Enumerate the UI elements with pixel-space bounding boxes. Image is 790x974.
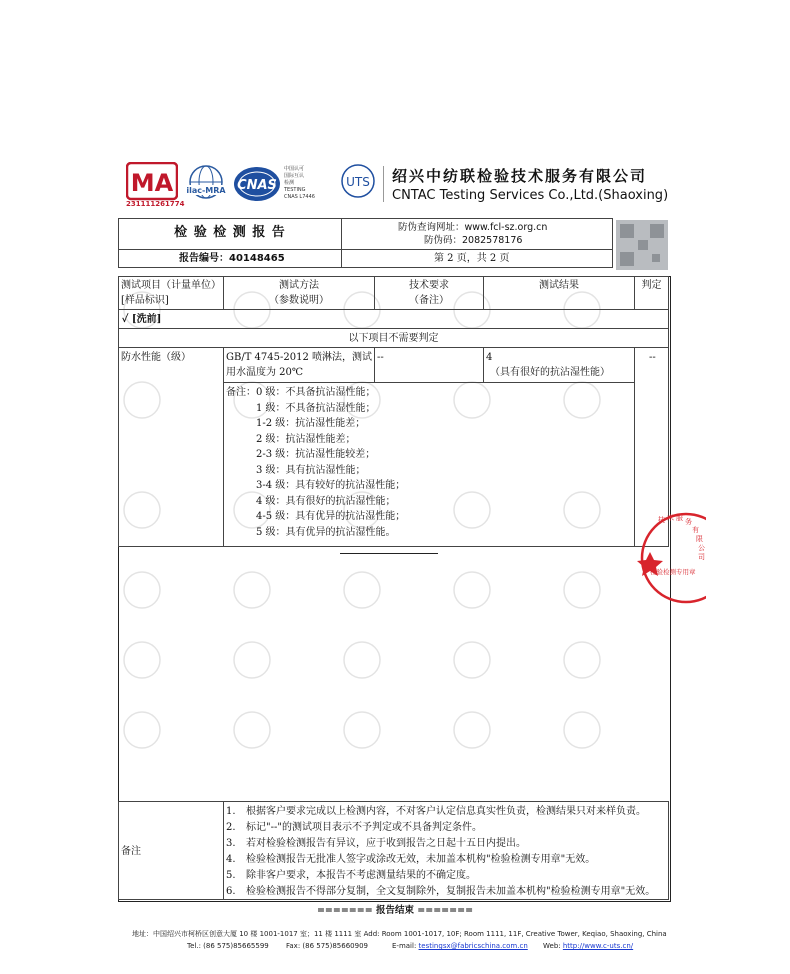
svg-text:术: 术	[667, 514, 674, 522]
cnas-accreditation-note: 中国认可 国际互认 检测 TESTING CNAS L7446	[284, 166, 315, 200]
svg-text:UTS: UTS	[346, 175, 370, 189]
remark-text: 根据客户要求完成以上检测内容，不对客户认定信息真实性负责，检测结果只对来样负责。	[246, 806, 646, 817]
list-item: 4 级：具有很好的抗沾湿性能；	[256, 495, 396, 507]
remarks-label: 备注	[121, 846, 141, 857]
remark-number: 6.	[226, 886, 236, 897]
qr-code	[616, 220, 668, 270]
header-remark-label: （备注）	[409, 295, 449, 306]
official-seal	[636, 512, 706, 604]
remark-text: 若对检验检测报告有异议，应于收到报告之日起十五日内提出。	[246, 838, 526, 849]
list-item: 1 级：不具备抗沾湿性能；	[256, 402, 376, 414]
list-item: 1-2 级：抗沾湿性能差；	[256, 418, 366, 429]
test-judgement: --	[649, 352, 656, 363]
email-link[interactable]: testingsx@fabricschina.com.cn	[418, 942, 528, 950]
svg-text:ilac-MRA: ilac-MRA	[186, 186, 226, 195]
company-name-en: CNTAC Testing Services Co.,Ltd.(Shaoxing)	[392, 188, 669, 203]
header-divider	[383, 166, 384, 202]
grade-notes-cell	[223, 382, 635, 547]
footer-email	[392, 942, 528, 950]
svg-text:限: 限	[696, 535, 703, 543]
report-number: 报告编号：40148465	[179, 253, 285, 264]
list-item: 5 级：具有优异的抗沾湿性能。	[256, 526, 396, 538]
svg-text:有: 有	[692, 526, 699, 534]
uts-logo	[340, 163, 376, 203]
footer-web	[543, 942, 633, 950]
header-method-label: 测试方法	[279, 280, 319, 291]
report-title-cell	[118, 218, 342, 250]
web-link[interactable]: http://www.c-uts.cn/	[562, 942, 634, 950]
report-title: 检 验 检 测 报 告	[174, 225, 286, 240]
header-result-label: 测试结果	[539, 280, 579, 291]
ilac-mra-logo	[185, 164, 227, 204]
svg-text:检验检测专用章: 检验检测专用章	[650, 568, 696, 576]
remarks-content-cell	[223, 801, 669, 900]
header-method-cell	[223, 276, 375, 310]
table-row-requirement	[374, 347, 484, 383]
no-judge-note: 以下项目不需要判定	[348, 333, 439, 344]
svg-text:务: 务	[685, 518, 692, 526]
footer-email-label: E-mail:	[392, 942, 417, 950]
footer-tel: Tel.: (86 575)85665599	[187, 942, 269, 950]
header-judge-label: 判定	[641, 280, 662, 291]
remarks-label-cell	[118, 801, 224, 900]
list-item: 3-4 级：具有较好的抗沾湿性能；	[256, 480, 406, 491]
svg-text:MA: MA	[130, 169, 174, 197]
table-row-result	[483, 347, 635, 383]
report-number-cell	[118, 249, 342, 268]
list-item: 2-3 级：抗沾湿性能较差；	[256, 449, 376, 460]
content-end-line	[340, 553, 438, 554]
verify-code: 防伪码：2082578176	[424, 235, 523, 246]
header-method-param-label: （参数说明）	[269, 295, 329, 306]
table-row-method	[223, 347, 375, 383]
svg-text:技: 技	[658, 516, 665, 524]
remark-number: 4.	[226, 854, 236, 865]
svg-text:CNAS: CNAS	[237, 178, 277, 193]
test-result-desc: （具有很好的抗沾湿性能）	[490, 367, 610, 378]
verify-cell	[341, 218, 613, 250]
svg-text:公: 公	[698, 544, 705, 552]
header-sample-id-label: [样品标识]	[121, 295, 169, 306]
footer-fax: Fax: (86 575)85660909	[286, 942, 368, 950]
notes-prefix: 备注：	[226, 387, 256, 398]
remark-text: 除非客户要求，本报告不考虑测量结果的不确定度。	[246, 870, 476, 881]
footer-web-label: Web:	[543, 942, 561, 950]
list-item: 2 级：抗沾湿性能差；	[256, 433, 356, 445]
company-name-cn: 绍兴中纺联检验技术服务有限公司	[392, 167, 648, 185]
verify-site: 防伪查询网址：www.fcl-sz.org.cn	[398, 222, 548, 233]
header-judge-cell	[634, 276, 669, 310]
header-requirement-cell	[374, 276, 484, 310]
cnas-logo	[232, 164, 282, 204]
remark-text: 标记"--"的测试项目表示不予判定或不具备判定条件。	[246, 822, 482, 833]
no-judge-row	[118, 328, 669, 348]
report-end-mark: ======= 报告结束 =======	[316, 905, 474, 916]
remark-text: 检验检测报告无批准人签字或涂改无效，未加盖本机构"检验检测专用章"无效。	[246, 854, 596, 865]
footer-address: 地址：中国绍兴市柯桥区创意大厦 10 楼 1001-1017 室；11 楼 1111 室 Add: Room 1001-1017, 10F; Room 1111, 11F, Creative Tower, Keqiao, Shaoxing, China	[132, 930, 667, 938]
list-item: 3 级：具有抗沾湿性能；	[256, 464, 366, 476]
remark-number: 3.	[226, 838, 236, 849]
test-method-line2: 用水温度为 20℃	[226, 367, 304, 378]
page-info: 第 2 页，共 2 页	[434, 253, 510, 264]
remark-number: 5.	[226, 870, 236, 881]
header-item-cell	[118, 276, 224, 310]
table-row-item	[118, 347, 224, 547]
remark-text: 检验检测报告不得部分复制，全文复制除外，复制报告未加盖本机构"检验检测专用章"无效。	[246, 886, 656, 897]
test-result-value: 4	[486, 352, 493, 363]
svg-text:服: 服	[676, 514, 683, 522]
section-row	[118, 309, 669, 329]
remark-number: 1.	[226, 806, 236, 817]
test-item: 防水性能（级）	[121, 352, 191, 363]
list-item: 0 级：不具备抗沾湿性能；	[256, 387, 376, 398]
header-item-label: 测试项目（计量单位）	[121, 280, 221, 291]
header-requirement-label: 技术要求	[409, 280, 449, 291]
test-requirement: --	[377, 352, 384, 363]
section-label: ✓ [洗前]	[122, 314, 162, 325]
list-item: 4-5 级：具有优异的抗沾湿性能；	[256, 511, 406, 522]
svg-text:司: 司	[698, 553, 705, 561]
page-info-cell	[341, 249, 613, 268]
test-method-line1: GB/T 4745-2012 喷淋法，测试	[226, 352, 373, 363]
remark-number: 2.	[226, 822, 236, 833]
header-result-cell	[483, 276, 635, 310]
cma-number: 231111261774	[126, 200, 185, 208]
